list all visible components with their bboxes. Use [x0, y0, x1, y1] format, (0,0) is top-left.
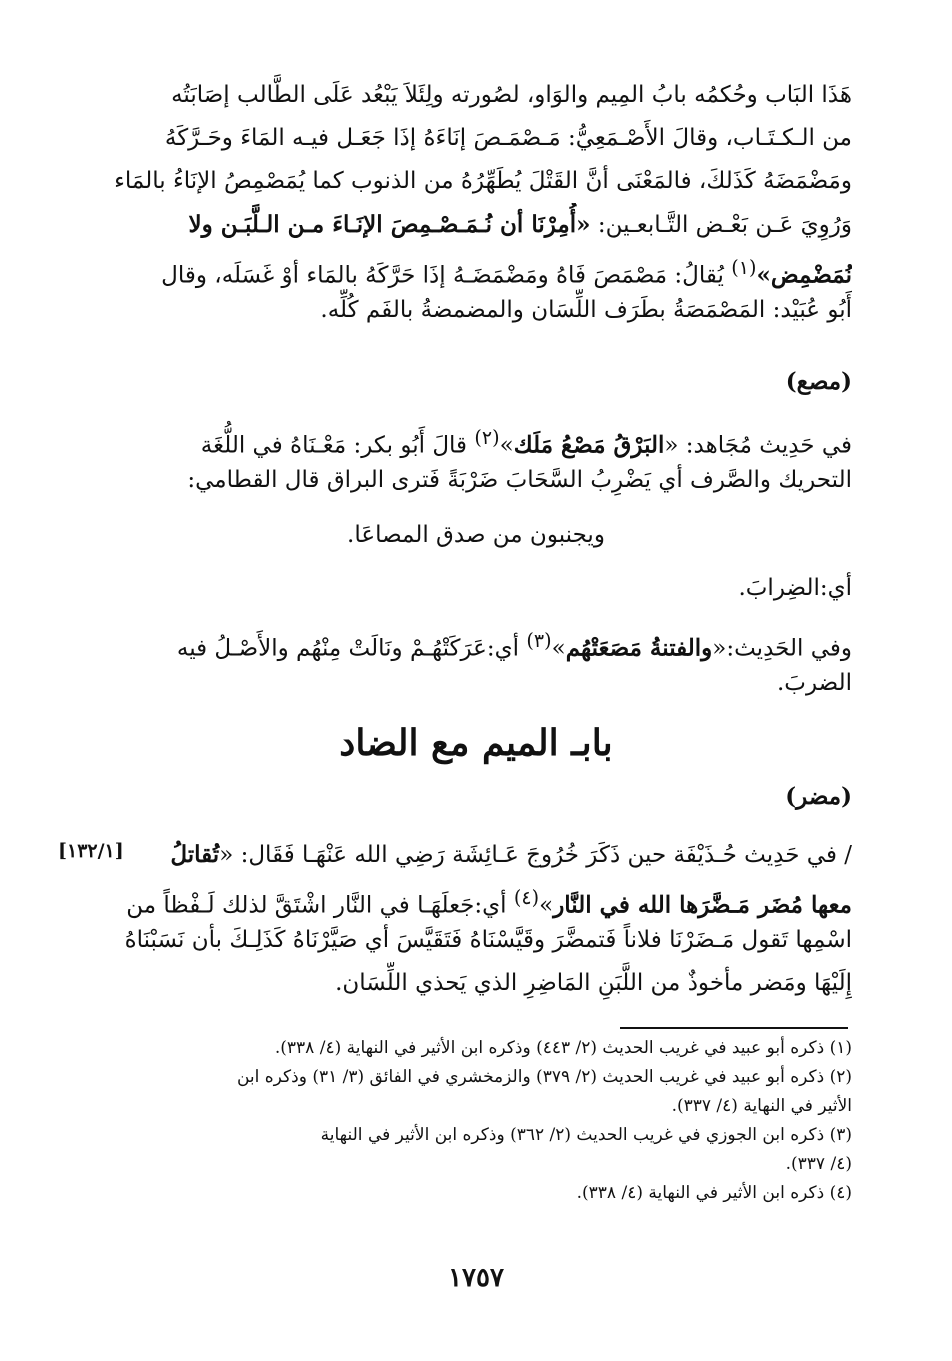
text-run: » [551, 635, 566, 662]
text-run: وَرُوِيَ عَـن بَعْـض التَّـابعـين: [597, 212, 852, 238]
page-number: ١٧٥٧ [448, 1263, 504, 1293]
paragraph-mudar [100, 833, 852, 1005]
footnote-1: (١) ذكره أبو عبيد في غريب الحديث (٢/ ٤٤٣) وذكره ابن الأثير في النهاية (٤/ ٣٣٨). [274, 1038, 852, 1058]
text-run: / في حَدِيث حُـذَيْفَة حين ذَكَرَ خُرُوجَ عَـائِشَة رَضِي الله عَنْهَـا فَقَال: « [219, 842, 852, 868]
entry-heading-mudar: (مضر) [785, 783, 852, 810]
text-line: الضربَ. [777, 670, 852, 696]
text-run: » [499, 432, 514, 459]
paragraph-masmasa [100, 74, 852, 332]
text-line [100, 416, 852, 459]
footnote-2: (٢) ذكره أبو عبيد في غريب الحديث (٢/ ٣٧٩) والزمخشري في الفائق (٣/ ٣١) وذكره ابن [236, 1067, 852, 1087]
text-line: اسْمِها تَقول مَـضَرْنَا فلاناً فَتمضَّرَ وقَيَّسْنَاهُ فَتَقَيَّسَ أي صَيَّرْنَاهُ كَذَلِـكَ بأن نَسَبْنَاهُ [124, 927, 852, 953]
text-line: أَبُو عُبَيْد: المَصْمَصَةُ بطَرَف اللِّسَان والمضمضةُ بالفَم كُلِّه. [320, 297, 852, 323]
text-line [100, 246, 852, 289]
footnote-marker: (٢) [474, 426, 500, 449]
hadith-quote: تُقاتلُ [170, 841, 220, 868]
footnotes [100, 1034, 852, 1208]
paragraph-fitna [100, 619, 852, 705]
gloss-line: أي:الضِرابَ. [738, 575, 852, 601]
text-run: » [539, 892, 554, 919]
text-line [100, 619, 852, 662]
text-run: أي:جَعلَهَـا في النَّار اشْتَقَّ لذلك لَـفْظاً من [126, 892, 514, 919]
text-line [100, 203, 852, 246]
text-line [100, 833, 852, 876]
text-line: إِلَيْهَا ومَضر مأخوذٌ من اللَّبَنِ المَاضِرِ الذي يَحذي اللِّسَان. [335, 970, 852, 996]
text-run: أي:عَرَكَتْهُـمْ ونَالَتْ مِنْهُم والأَصْـلُ فيه [176, 635, 527, 662]
text-line: من الـكـتَـاب، وقالَ الأَصْـمَعِيُّ: مَـصْمَـصَ إنَاءَهُ إذَا جَعَـل فيـه المَاءَ وحَـرَّكَهُ [164, 125, 852, 151]
footnote-3-continued: (٤/ ٣٣٧). [785, 1154, 852, 1174]
footnote-marker: (٤) [513, 886, 540, 909]
text-run: قالَ أَبُو بكر: مَعْـنَاهُ في اللُّغَة [200, 432, 475, 459]
footnote-2-continued: الأثير في النهاية (٤/ ٣٣٧). [671, 1096, 852, 1116]
text-run: يُقالُ: مَصْمَصَ فَاهُ ومَضْمَضَـهُ إذَا حَرَّكَهُ بالمَاء أوْ غَسَلَه، وقال [161, 262, 732, 289]
text-line: هَذَا البَاب وحُكمُه بابُ المِيم والوَاو، لصُورته ولِئَلاَ يَبْعُد عَلَى الطَّالب إصَابَتُه [171, 82, 852, 108]
text-run: وفي الحَدِيث:« [712, 635, 852, 662]
hadith-quote: «أُمِرْنَا أن نُـمَـصْـمِصَ الإنَـاءَ مـن الـلَّبَـن ولا [188, 211, 591, 238]
footnote-marker: (١) [731, 256, 757, 279]
footnote-4: (٤) ذكره ابن الأثير في النهاية (٤/ ٣٣٨). [576, 1183, 852, 1203]
text-line: ومَضْمَضَهُ كَذَلكَ، فالمَعْنَى أنَّ القَتْلَ يُطَهِّرُهُ من الذنوب كما يُمَصْمِصُ الإنَاءُ بالمَاء [114, 168, 852, 194]
text-line [100, 876, 852, 919]
hadith-quote: نُمَضْمِض» [756, 261, 852, 289]
text-line: التحريك والصَّرف أي يَضْرِبُ السَّحَابَ ضَرْبَةً فَترى البراق قال القطامي: [187, 467, 852, 493]
hadith-quote: والفتنةُ مَصَعَتْهُم [565, 634, 713, 662]
hadith-quote: معها مُضَر مَـضَّرَها الله في النَّار [553, 891, 852, 919]
paragraph-masa [100, 416, 852, 502]
footnote-3: (٣) ذكره ابن الجوزي في غريب الحديث (٢/ ٣٦٢) وذكره ابن الأثير في النهاية [320, 1125, 852, 1145]
footnote-marker: (٣) [526, 629, 552, 652]
poetry-verse: ويجنبون من صدق المصاعَا. [347, 522, 605, 548]
text-run: في حَدِيث مُجَاهد: « [664, 432, 852, 459]
chapter-title: بابـ الميم مع الضاد [339, 722, 613, 764]
entry-heading-masa: (مصع) [785, 368, 852, 395]
hadith-quote: البَرْقُ مَصْعُ مَلَك [513, 431, 665, 459]
footnote-separator [620, 1027, 848, 1029]
margin-page-reference: [١٣٢/١] [58, 840, 124, 862]
